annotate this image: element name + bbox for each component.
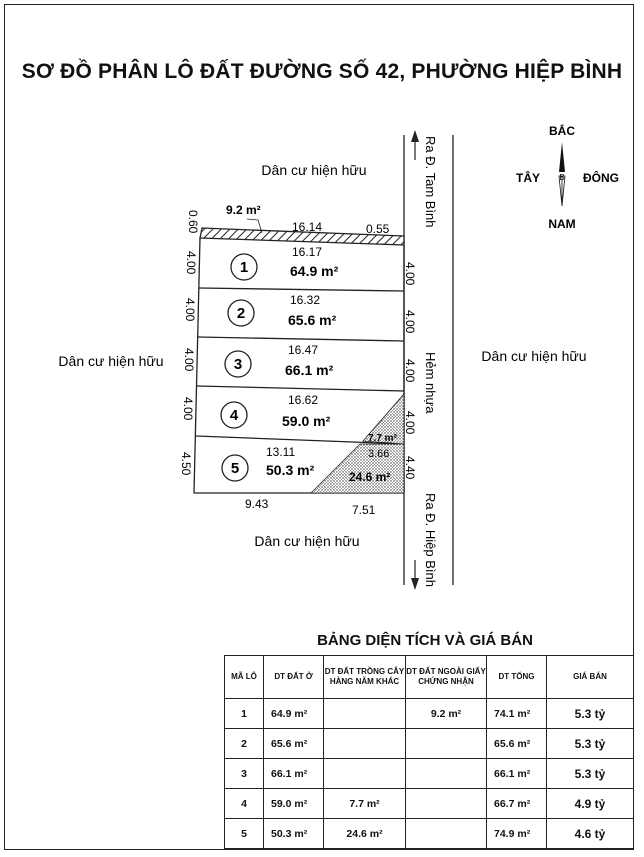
cell-price: 5.3 tỷ <box>547 699 634 729</box>
table-header-row <box>225 656 634 699</box>
arrow-up-icon <box>411 130 419 160</box>
lot5-extra-label: 24.6 m² <box>349 470 391 484</box>
cell-price: 5.3 tỷ <box>547 759 634 789</box>
lot5-number: 5 <box>230 460 240 477</box>
cell-crop: 24.6 m² <box>324 819 406 849</box>
lot3-number: 3 <box>233 356 243 373</box>
table-row <box>225 759 634 789</box>
lot5-area: 50.3 m² <box>266 462 315 478</box>
lot2-number: 2 <box>236 305 246 322</box>
lot4-depth-left: 4.00 <box>181 397 195 421</box>
header-total: DT TỔNG <box>487 656 547 699</box>
lot4-area: 59.0 m² <box>282 413 331 429</box>
lot2-area: 65.6 m² <box>288 312 337 328</box>
lot5-extra-area <box>311 444 404 493</box>
lot3-depth-right: 4.00 <box>403 359 417 383</box>
lot4-number: 4 <box>229 407 239 424</box>
table-row <box>225 699 634 729</box>
strip-depth-right: 0.55 <box>366 222 390 236</box>
lot1-number: 1 <box>239 259 249 276</box>
cell-price: 5.3 tỷ <box>547 729 634 759</box>
cell-lot: 2 <box>225 729 264 759</box>
compass-south: NAM <box>548 217 576 231</box>
lot2-depth-left: 4.00 <box>183 298 197 322</box>
header-lot: MÃ LÔ <box>225 656 264 699</box>
cell-outside <box>406 819 487 849</box>
cell-crop <box>324 699 406 729</box>
cell-price: 4.9 tỷ <box>547 789 634 819</box>
extra-width-label: 3.66 <box>368 448 390 460</box>
bottom-dim-right: 7.51 <box>352 503 376 517</box>
surround-bottom: Dân cư hiện hữu <box>254 533 360 549</box>
lot1-depth-left: 4.00 <box>184 251 198 275</box>
table-row <box>225 729 634 759</box>
table-row <box>225 819 634 849</box>
cell-crop: 7.7 m² <box>324 789 406 819</box>
surround-top: Dân cư hiện hữu <box>261 162 367 178</box>
cell-outside <box>406 729 487 759</box>
table-row <box>225 789 634 819</box>
cell-total: 65.6 m² <box>487 729 547 759</box>
cell-lot: 5 <box>225 819 264 849</box>
compass-north: BẮC <box>549 124 575 138</box>
header-crop: DT ĐẤT TRỒNG CÂY HÀNG NĂM KHÁC <box>324 656 406 699</box>
cell-residential: 50.3 m² <box>264 819 324 849</box>
lot4-extra-label: 7.7 m² <box>368 433 397 444</box>
cell-residential: 64.9 m² <box>264 699 324 729</box>
road-bottom-label: Ra Đ. Hiệp Bình <box>423 493 438 587</box>
lot3-area: 66.1 m² <box>285 362 334 378</box>
arrow-down-icon <box>411 560 419 590</box>
lot4-length: 16.62 <box>288 393 319 407</box>
road-middle-label: Hẻm nhựa <box>423 352 438 414</box>
header-price: GIÁ BÁN <box>547 656 634 699</box>
cell-total: 74.9 m² <box>487 819 547 849</box>
compass-west: TÂY <box>516 171 540 185</box>
cell-lot: 4 <box>225 789 264 819</box>
lot1-area: 64.9 m² <box>290 263 339 279</box>
cell-residential: 66.1 m² <box>264 759 324 789</box>
compass-east: ĐÔNG <box>583 171 619 185</box>
header-residential: DT ĐẤT Ở <box>264 656 324 699</box>
lot4-depth-right: 4.00 <box>403 411 417 435</box>
cell-total: 66.1 m² <box>487 759 547 789</box>
lot5-depth-right: 4.40 <box>403 456 417 480</box>
header-outside: DT ĐẤT NGOÀI GIẤY CHỨNG NHẬN <box>406 656 487 699</box>
cell-crop <box>324 729 406 759</box>
road-top-label: Ra Đ. Tam Bình <box>423 136 438 228</box>
cell-total: 74.1 m² <box>487 699 547 729</box>
lot1-length: 16.17 <box>292 245 323 259</box>
strip-depth-left: 0.60 <box>186 210 200 234</box>
lot1-depth-right: 4.00 <box>403 262 417 286</box>
surround-right: Dân cư hiện hữu <box>481 348 587 364</box>
strip-area-label: 9.2 m² <box>226 203 261 217</box>
cell-outside <box>406 789 487 819</box>
lot2-length: 16.32 <box>290 293 321 307</box>
cell-outside <box>406 759 487 789</box>
cell-outside: 9.2 m² <box>406 699 487 729</box>
table-title: BẢNG DIỆN TÍCH VÀ GIÁ BÁN <box>317 632 533 649</box>
lot5-length: 13.11 <box>266 445 296 459</box>
cell-lot: 1 <box>225 699 264 729</box>
cell-total: 66.7 m² <box>487 789 547 819</box>
bottom-dim-left: 9.43 <box>245 497 269 511</box>
compass-center: B <box>559 173 565 182</box>
cell-residential: 59.0 m² <box>264 789 324 819</box>
strip-length: 16.14 <box>292 220 323 234</box>
lot5-depth-left: 4.50 <box>179 452 193 476</box>
cell-price: 4.6 tỷ <box>547 819 634 849</box>
lot3-depth-left: 4.00 <box>182 348 196 372</box>
lot2-depth-right: 4.00 <box>403 310 417 334</box>
surround-left: Dân cư hiện hữu <box>58 353 164 369</box>
cell-lot: 3 <box>225 759 264 789</box>
cell-crop <box>324 759 406 789</box>
page-title: SƠ ĐỒ PHÂN LÔ ĐẤT ĐƯỜNG SỐ 42, PHƯỜNG HIỆP BÌNH <box>21 60 623 83</box>
price-table <box>224 655 634 849</box>
cell-residential: 65.6 m² <box>264 729 324 759</box>
lot3-length: 16.47 <box>288 343 319 357</box>
